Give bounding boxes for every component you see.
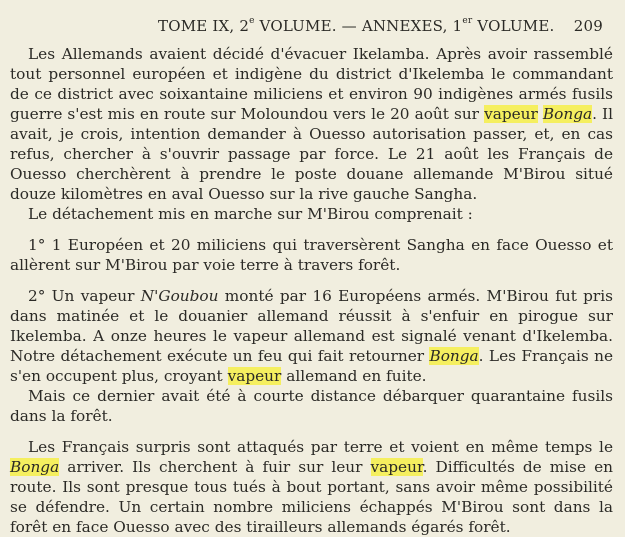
paragraph-6: Les Français surpris sont attaqués par terre et voient en même temps le Bonga arriver. Ils cherchent à fuir sur leur vapeur. Difficultés de mise en route. Ils sont presque tous tués à bout portant, sans avoir même possibilité se défendre. Un certain nombre miliciens échappés M'Birou sont dans la forêt en face Ouesso avec des tirailleurs allemands égarés forêt. [10, 438, 614, 536]
highlight-vapeur: vapeur [370, 458, 423, 476]
body-text [10, 44, 613, 537]
paragraph-3: 1° 1 Européen et 20 miliciens qui traversèrent Sangha en face Ouesso et allèrent sur M'Birou par voie terre à travers forêt. [10, 236, 613, 274]
paragraph-2: Le détachement mis en marche sur M'Birou comprenait : [28, 205, 473, 223]
ship-name: N'Goubou [140, 287, 219, 305]
paragraph-1: Les Allemands avaient décidé d'évacuer Ikelamba. Après avoir rassemblé tout personnel européen et indigène du district d'Ikelemba le commandant de ce district avec soixantaine miliciens et environ 90 indigènes armés fusils guerre s'est mis en route sur Moloundou vers le 20 août sur vapeur Bonga. Il avait, je crois, intention demander à Ouesso autorisation passer, et, en cas refus, chercher à s'ouvrir passage par force. Le 21 août les Français de Ouesso cherchèrent à prendre le poste douane allemande M'Birou situé douze kilomètres en aval Ouesso sur la rive gauche Sangha. [10, 45, 613, 203]
highlight-bonga: Bonga [542, 105, 593, 123]
highlight-vapeur: vapeur [484, 105, 538, 123]
header-title: TOME IX, 2e VOLUME. — ANNEXES, 1er VOLUME. [158, 16, 555, 35]
paragraph-4: 2° Un vapeur N'Goubou monté par 16 Européens armés. M'Birou fut pris dans matinée et le douanier allemand réussit à s'enfuir en pirogue sur Ikelemba. A onze heures le vapeur allemand est signalé venant d'Ikelemba. Notre détachement exécute un feu qui fait retourner Bonga. Les Français ne s'en occupent plus, croyant vapeur allemand en fuite. [10, 287, 613, 385]
paragraph-5: Mais ce dernier avait été à courte distance débarquer quarantaine fusils dans la forêt. [10, 387, 613, 425]
highlight-bonga: Bonga [10, 458, 60, 476]
running-header [0, 17, 625, 35]
highlight-bonga: Bonga [429, 347, 479, 365]
page-number: 209 [573, 17, 603, 35]
highlight-vapeur: vapeur [227, 367, 282, 385]
